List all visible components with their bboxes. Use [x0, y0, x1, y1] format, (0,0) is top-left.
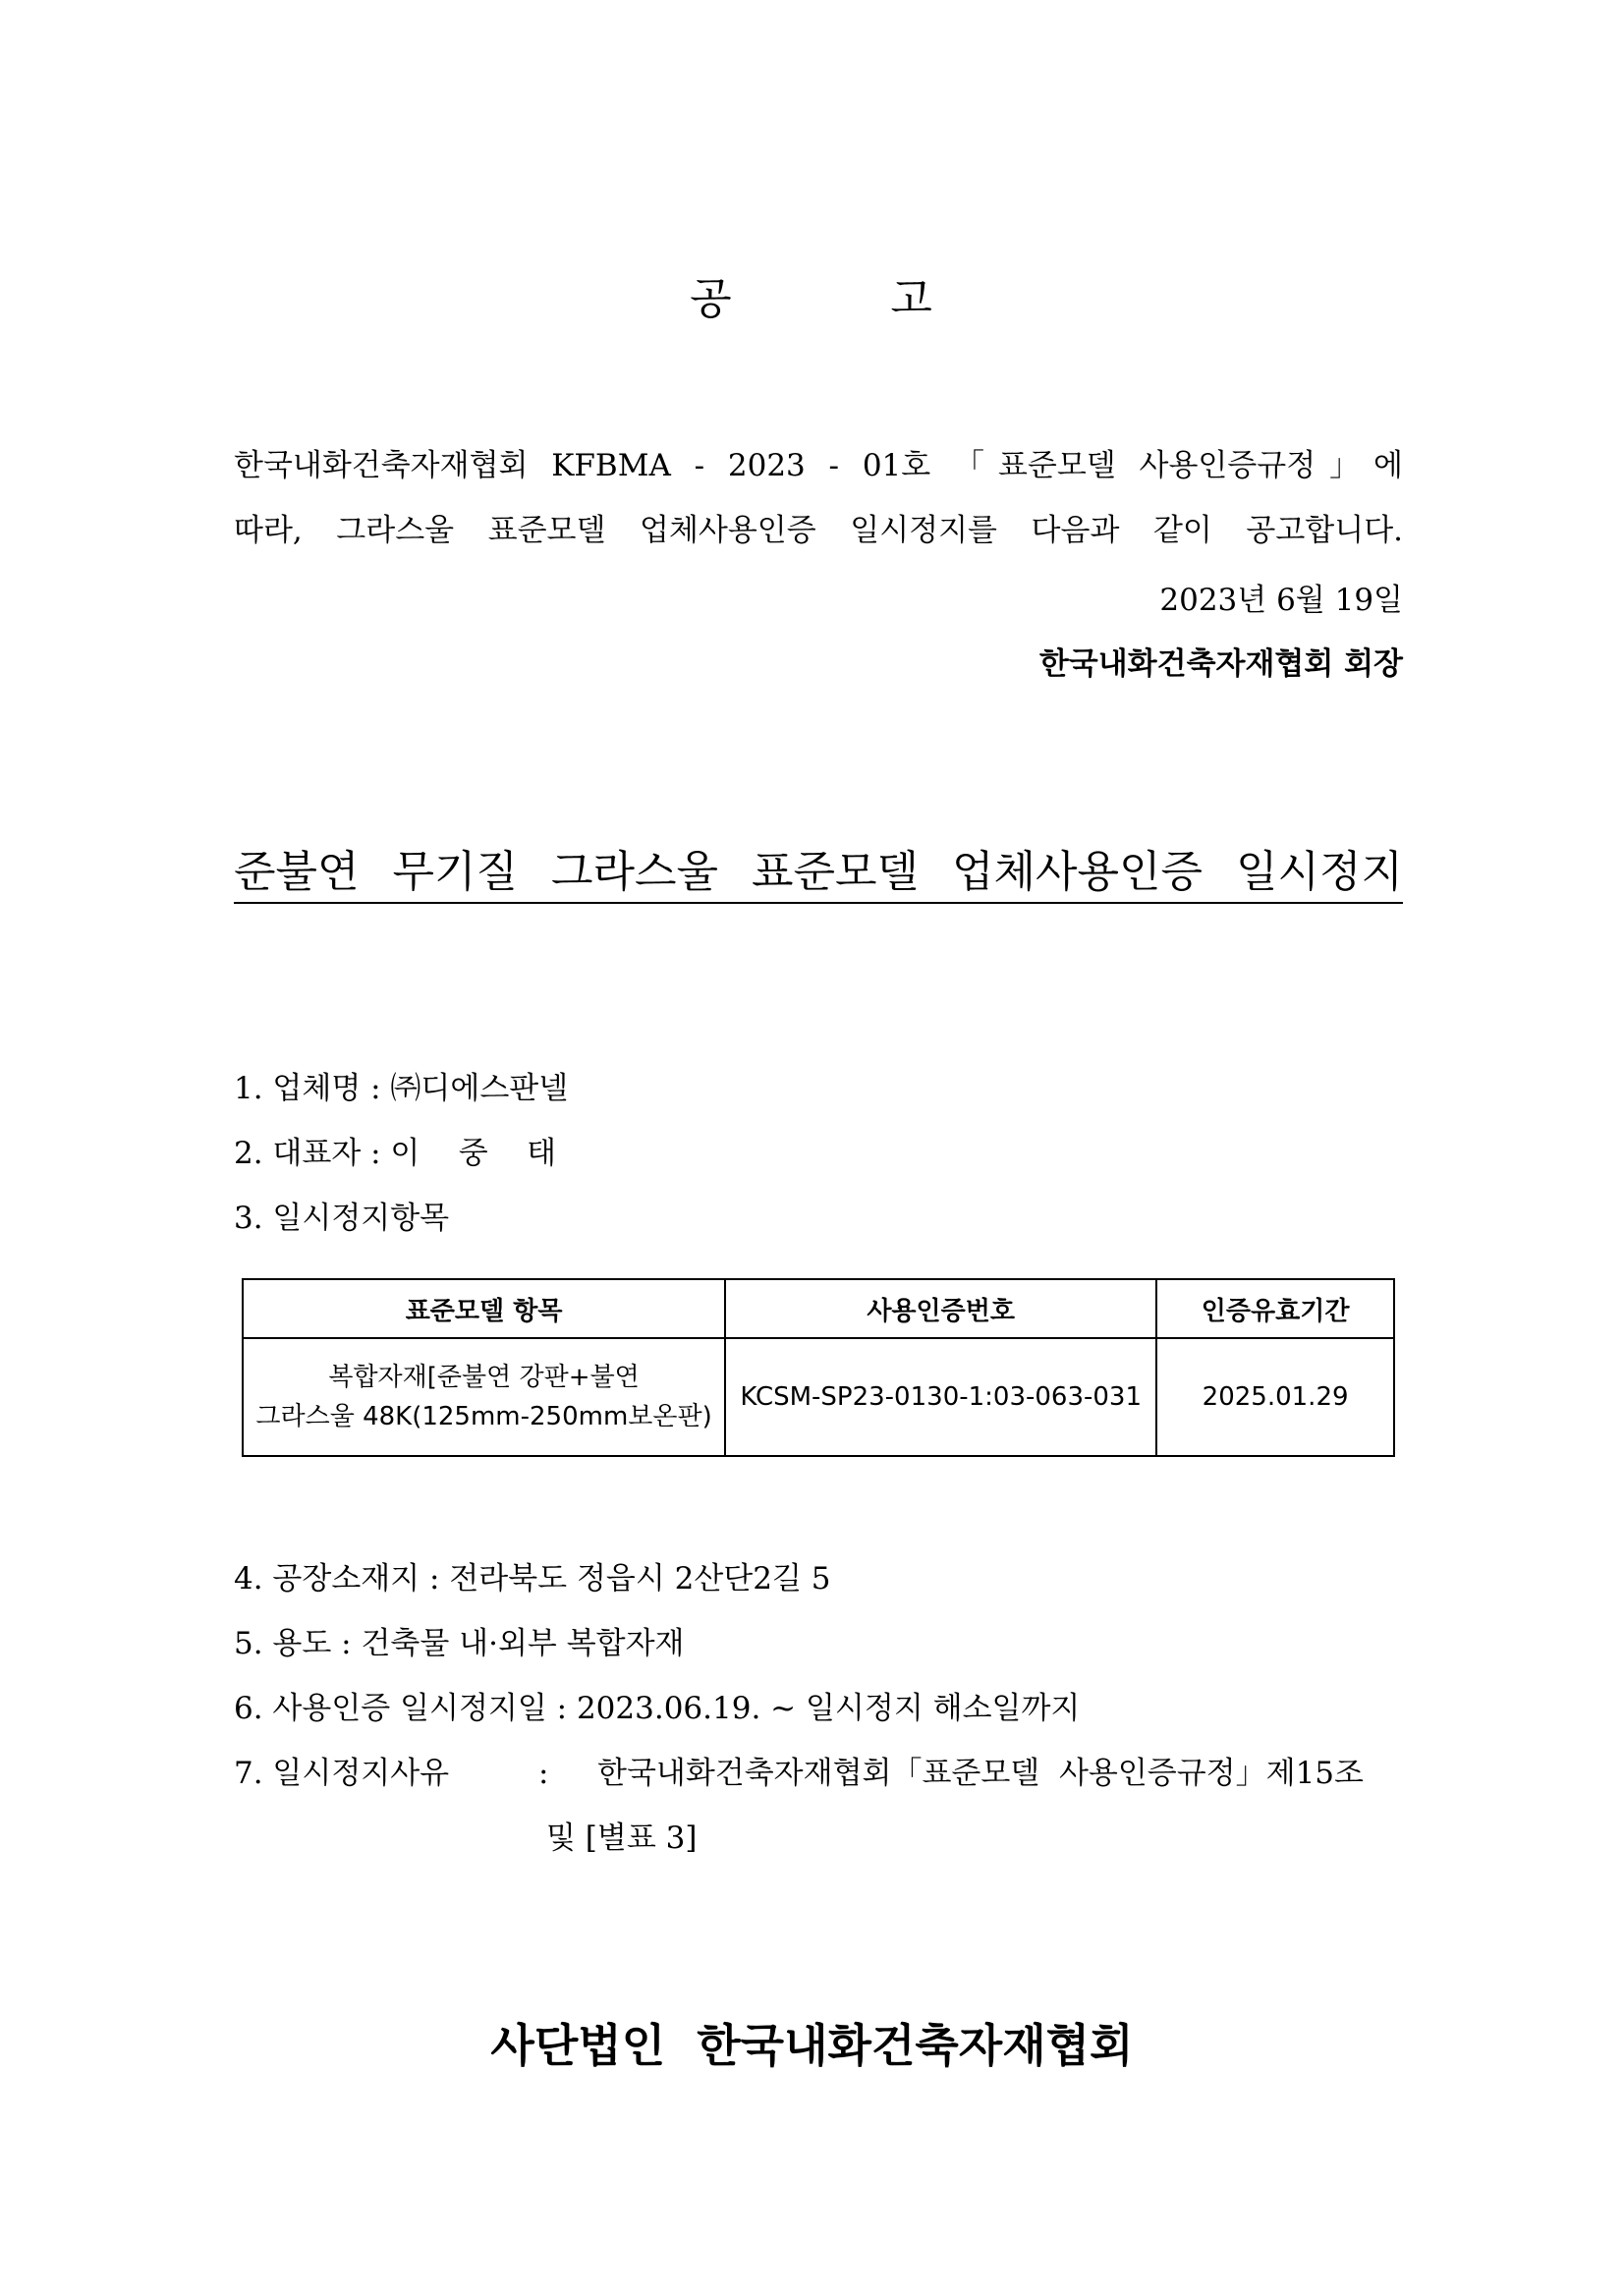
- reason-text-line-2: 및 [별표 3]: [546, 1820, 698, 1856]
- item-line-1: 복합자재[준불연 강판+불연: [328, 1363, 640, 1392]
- header-standard-model-item: 표준모델 항목: [243, 1279, 725, 1338]
- item-company: 1. 업체명 : ㈜디에스판넬: [234, 1071, 569, 1106]
- table-row: [243, 1338, 1394, 1456]
- item-use: 5. 용도 : 건축물 내·외부 복합자재: [234, 1626, 685, 1661]
- notice-title: 공 고: [690, 274, 934, 324]
- reason-separator: :: [538, 1756, 549, 1791]
- item-line-2: 그라스울 48K(125mm-250mm보온판): [255, 1402, 712, 1431]
- item-reason: [234, 1741, 1403, 1806]
- cell-standard-model-item: [243, 1338, 725, 1456]
- item-representative: 2. 대표자 : 이 중 태: [234, 1136, 557, 1171]
- issuer-footer: 사단법인 한국내화건축자재협회: [490, 2019, 1134, 2072]
- header-cert-number: 사용인증번호: [725, 1279, 1156, 1338]
- header-validity-period: 인증유효기간: [1156, 1279, 1394, 1338]
- cell-validity-period: 2025.01.29: [1156, 1338, 1394, 1456]
- cell-cert-number: KCSM-SP23-0130-1:03-063-031: [725, 1338, 1156, 1456]
- suspension-table: [242, 1278, 1395, 1457]
- notice-signer: 한국내화건축자재협회 회장: [1038, 646, 1403, 682]
- notice-date: 2023년 6월 19일: [1159, 583, 1403, 618]
- reason-text-line-1: 한국내화건축자재협회「표준모델 사용인증규정」제15조: [597, 1756, 1364, 1791]
- item-factory: 4. 공장소재지 : 전라북도 정읍시 2산단2길 5: [234, 1561, 831, 1596]
- table-header-row: [243, 1279, 1394, 1338]
- intro-line-1: 한국내화건축자재협회 KFBMA - 2023 - 01호 「표준모델 사용인증규정」에: [234, 448, 1403, 483]
- intro-line-2: 따라, 그라스울 표준모델 업체사용인증 일시정지를 다음과 같이 공고합니다.: [234, 513, 1403, 548]
- item-suspension-items: 3. 일시정지항목: [234, 1201, 450, 1236]
- heading-underline: [234, 902, 1403, 904]
- item-suspension-date: 6. 사용인증 일시정지일 : 2023.06.19. ~ 일시정지 해소일까지: [234, 1691, 1081, 1726]
- section-heading: 준불연 무기질 그라스울 표준모델 업체사용인증 일시정지: [234, 847, 1403, 897]
- reason-label: 7. 일시정지사유: [234, 1756, 450, 1791]
